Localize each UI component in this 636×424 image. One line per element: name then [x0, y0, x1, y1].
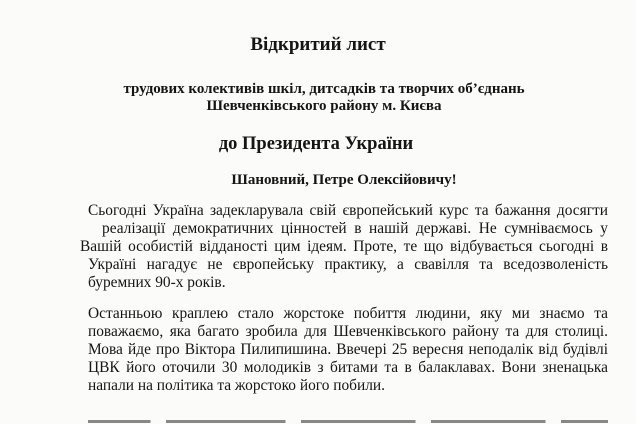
paragraph-1-line: Сьогодні Україна задекларувала свій європейський курс та бажання досягти [88, 202, 608, 219]
paragraph-2-line: ЦВК його оточили 30 молодиків з битами та в балаклавах. Вони зненацька [88, 359, 608, 376]
paragraph-1 [80, 202, 608, 292]
letter-addressee: до Президента України [218, 134, 414, 154]
letter-subtitle-line-2: Шевченківського району м. Києва [206, 98, 442, 114]
paragraph-1-line: буремних 90-х років. [88, 274, 226, 291]
cropped-text-fragment [88, 411, 608, 424]
letter-subtitle-line-1: трудових колективів шкіл, дитсадків та творчих об’єднань [123, 81, 525, 97]
letter-title: Відкритий лист [250, 34, 386, 55]
paragraph-2-line: напали на політика та жорстоко його побили. [88, 377, 386, 394]
paragraph-2-line: поважаємо, яка багато зробила для Шевченківського району та для столиці. [88, 323, 608, 340]
paragraph-2-line: Останньою краплею стало жорстоке побиття людини, яку ми знаємо та [88, 305, 608, 322]
paragraph-1-line: реалізації демократичних цінностей в нашій державі. Не сумніваємось у [102, 220, 608, 237]
paragraph-1-line: Вашій особистій відданості цим ідеям. Проте, те що відбувається сьогодні в [80, 238, 608, 255]
letter-greeting: Шановний, Петре Олексійовичу! [231, 172, 457, 188]
paragraph-1-line: Україні нагадує не європейську практику, а свавілля та вседозволеність [88, 256, 608, 273]
paragraph-2-line: Мова йде про Віктора Пилипишина. Ввечері 25 вересня неподалік від будівлі [88, 341, 608, 358]
paragraph-2 [88, 305, 608, 395]
